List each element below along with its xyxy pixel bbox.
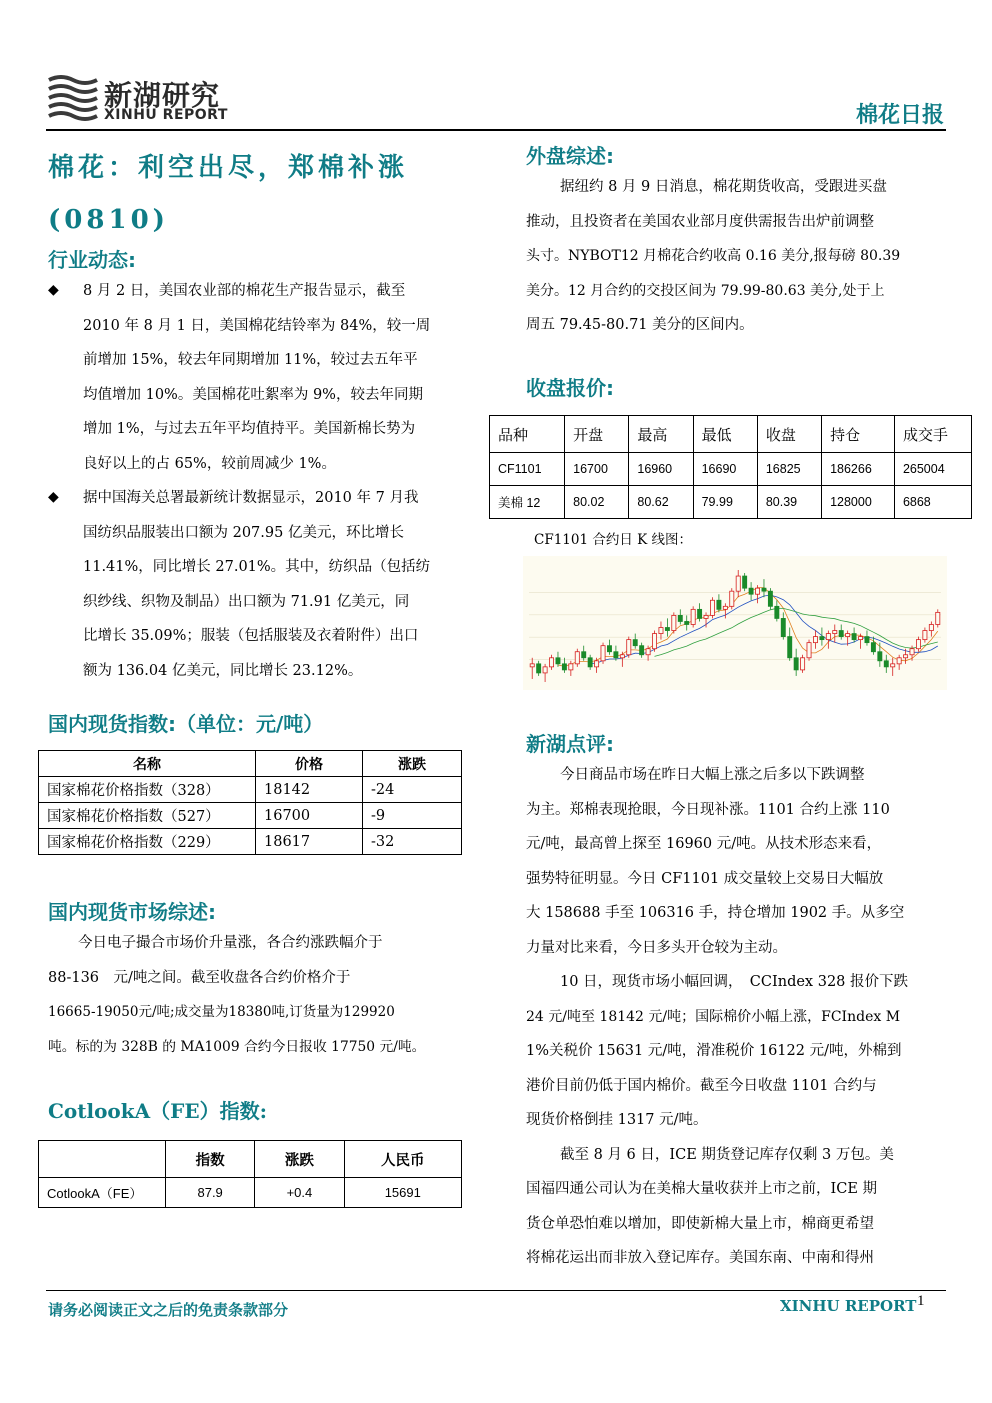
kline-candle <box>575 652 579 664</box>
spot-market-text: 今日电子撮合市场价升量涨，各合约涨跌幅介于 88-136 元/吨之间。截至收盘各合约价格介于 16665-19050元/吨;成交量为18380吨,订货量为129920 吨。标的为 328B 的 MA1009 合约今日报收 17750 元/吨。 <box>48 935 426 1055</box>
table-header: 收盘 <box>757 416 821 453</box>
kline-candle <box>878 652 882 661</box>
kline-candle <box>704 615 708 618</box>
bullet-diamond-icon: ◆ <box>48 489 59 505</box>
closing-heading: 收盘报价: <box>526 376 614 400</box>
table-row: 美棉 12 80.02 80.62 79.99 80.39 128000 6868 <box>490 486 972 519</box>
kline-candle <box>858 637 862 640</box>
kline-candle <box>884 661 888 667</box>
table-row: 国家棉花价格指数（328） 18142 -24 <box>39 777 462 803</box>
table-row: CotlookA（FE） 87.9 +0.4 15691 <box>39 1178 462 1208</box>
kline-caption: CF1101 合约日 K 线图： <box>534 532 693 548</box>
kline-candle <box>646 649 650 655</box>
logo-text-cn: 新湖研究 <box>104 79 221 112</box>
kline-candle <box>833 631 837 634</box>
kline-candle <box>788 637 792 658</box>
kline-candle <box>813 637 817 643</box>
kline-candle <box>556 658 560 664</box>
title-line-1: 棉花：利空出尽，郑棉补涨 <box>48 153 409 183</box>
doc-type-label: 棉花日报 <box>855 103 944 128</box>
kline-candle <box>588 658 592 667</box>
table-header: 涨跌 <box>363 751 462 777</box>
footer-brand: XINHU REPORT <box>780 1297 917 1315</box>
kline-candle <box>601 646 605 661</box>
kline-candle <box>537 664 541 673</box>
spot-index-heading: 国内现货指数:（单位：元/吨） <box>48 712 324 736</box>
kline-candle <box>607 646 611 652</box>
kline-candle <box>614 652 618 658</box>
kline-candle <box>698 609 702 618</box>
kline-candle <box>891 664 895 667</box>
comment-text: 今日商品市场在昨日大幅上涨之后多以下跌调整 为主。郑棉表现抢眼，今日现补涨。1101 合约上涨 110 元/吨，最高曾上探至 16960 元/吨。从技术形态来看， 强势特征明显。今日 CF1101 成交量较上交易日大幅放 大 158688 手至 106316 手，持仓增加 1902 手。从多空 力量对比来看，今日多头开仓较为主动。 10 日，现货市场小幅回调， CCIndex 328 报价下跌 24 元/吨至 18142 元/吨；国际棉价小幅上涨，FCIndex M 1%关税价 15631 元/吨，滑准税价 16122 元/吨，外棉到 港价目前仍低于国内棉价。截至今日收盘 1101 合约与 现货价格倒挂 1317 元/吨。 截至 8 月 6 日，ICE 期货登记库存仅剩 3 万包。美 国福四通公司认为在美棉大量收获并上市之前，ICE 期 货仓单恐怕难以增加，即使新棉大量上市，棉商更希望 将棉花运出而非放入登记库存。美国东南、中南和得州 <box>526 767 908 1266</box>
kline-candle <box>775 606 779 618</box>
overseas-text: 据纽约 8 月 9 日消息，棉花期货收高，受跟进买盘 推动，且投资者在美国农业部月度供需报告出炉前调整 头寸。NYBOT12 月棉花合约收高 0.16 美分,报每磅 80.39 美分。12 月合约的交投区间为 79.99-80.63 美分,处于上 周五 79.45-80.71 美分的区间内。 <box>526 179 901 333</box>
kline-chart <box>523 556 947 690</box>
table-header: 最低 <box>693 416 757 453</box>
kline-candle <box>749 588 753 594</box>
closing-price-table <box>489 415 972 519</box>
kline-candle <box>743 576 747 588</box>
table-header: 最高 <box>629 416 693 453</box>
comment-heading: 新湖点评: <box>526 732 614 756</box>
footer-disclaimer: 请务必阅读正文之后的免责条款部分 <box>48 1301 289 1319</box>
spot-market-heading: 国内现货市场综述: <box>48 900 216 924</box>
header-divider <box>46 129 946 131</box>
kline-candle <box>685 621 689 624</box>
table-row: 国家棉花价格指数（229） 18617 -32 <box>39 829 462 855</box>
kline-candle <box>839 631 843 637</box>
kline-candle <box>627 640 631 655</box>
industry-bullet-1: 8 月 2 日，美国农业部的棉花生产报告显示，截至 2010 年 8 月 1 日，美国棉花结铃率为 84%，较一周 前增加 15%，较去年同期增加 11%，较过去五年平 均值增加 10%。美国棉花吐絮率为 9%，较去年同期 增加 1%，与过去五年平均值持平。美国新棉长势为 良好以上的占 65%，较前周减少 1%。 <box>83 283 431 472</box>
table-row: CF1101 16700 16960 16690 16825 186266 265004 <box>490 453 972 486</box>
kline-candle <box>717 600 721 609</box>
industry-heading: 行业动态: <box>48 248 136 272</box>
kline-candle <box>904 655 908 658</box>
xinhu-logo-icon <box>47 72 99 124</box>
kline-candle <box>871 643 875 652</box>
kline-candle <box>762 588 766 591</box>
kline-candle <box>691 609 695 624</box>
table-header: 开盘 <box>565 416 629 453</box>
kline-candle <box>543 667 547 673</box>
kline-candle <box>846 634 850 637</box>
kline-candle <box>929 624 933 630</box>
table-header: 指数 <box>166 1141 255 1178</box>
page-number: 1 <box>917 1293 925 1309</box>
kline-candle <box>665 628 669 631</box>
table-header: 品种 <box>490 416 565 453</box>
kline-candle <box>710 600 714 615</box>
title-line-2: (0810) <box>48 205 169 235</box>
spot-index-table <box>38 750 462 855</box>
kline-candle <box>723 606 727 609</box>
table-header <box>39 1141 166 1178</box>
kline-candle <box>672 615 676 630</box>
cotlook-table <box>38 1140 462 1208</box>
kline-candle <box>865 637 869 643</box>
page-title <box>48 142 478 246</box>
table-header: 持仓 <box>822 416 895 453</box>
kline-candle <box>755 588 759 594</box>
kline-candle <box>897 658 901 664</box>
footer-divider <box>46 1290 946 1291</box>
kline-candle <box>549 658 553 667</box>
kline-candle <box>736 576 740 591</box>
kline-candle <box>595 661 599 667</box>
table-row: 国家棉花价格指数（527） 16700 -9 <box>39 803 462 829</box>
kline-candle <box>620 655 624 658</box>
kline-candle <box>936 612 940 624</box>
kline-candle <box>569 664 573 670</box>
kline-candle <box>530 664 534 667</box>
kline-candle <box>852 634 856 640</box>
kline-candle <box>562 664 566 670</box>
bullet-diamond-icon: ◆ <box>48 282 59 298</box>
kline-candle <box>826 634 830 640</box>
table-header: 涨跌 <box>255 1141 344 1178</box>
kline-candle <box>781 618 785 636</box>
table-header: 价格 <box>256 751 363 777</box>
table-header: 人民币 <box>344 1141 461 1178</box>
kline-candle <box>730 591 734 606</box>
kline-candle <box>652 634 656 649</box>
table-header: 名称 <box>39 751 256 777</box>
industry-bullet-2: 据中国海关总署最新统计数据显示，2010 年 7 月我 国纺织品服装出口额为 207.95 亿美元，环比增长 11.41%，同比增长 27.01%。其中，纺织品（包括纺 织纱线、织物及制品）出口额为 71.91 亿美元，同 比增长 35.09%；服装（包括服装及衣着附件）出口 额为 136.04 亿美元，同比增长 23.12%。 <box>83 490 431 679</box>
kline-candle <box>923 631 927 640</box>
kline-candle <box>916 640 920 649</box>
kline-candle <box>659 628 663 634</box>
cotlook-heading: CotlookA（FE）指数: <box>48 1099 267 1123</box>
kline-candle <box>633 640 637 646</box>
kline-candle <box>807 643 811 658</box>
kline-candle <box>640 646 644 655</box>
table-header: 成交手 <box>894 416 971 453</box>
kline-candle <box>910 649 914 655</box>
kline-candle <box>820 637 824 640</box>
kline-candle <box>794 658 798 670</box>
overseas-heading: 外盘综述: <box>526 144 614 168</box>
kline-candle <box>801 658 805 670</box>
kline-candle <box>582 652 586 658</box>
kline-candle <box>678 615 682 621</box>
logo-text-en: XINHU REPORT <box>104 107 228 123</box>
kline-candle <box>768 591 772 606</box>
